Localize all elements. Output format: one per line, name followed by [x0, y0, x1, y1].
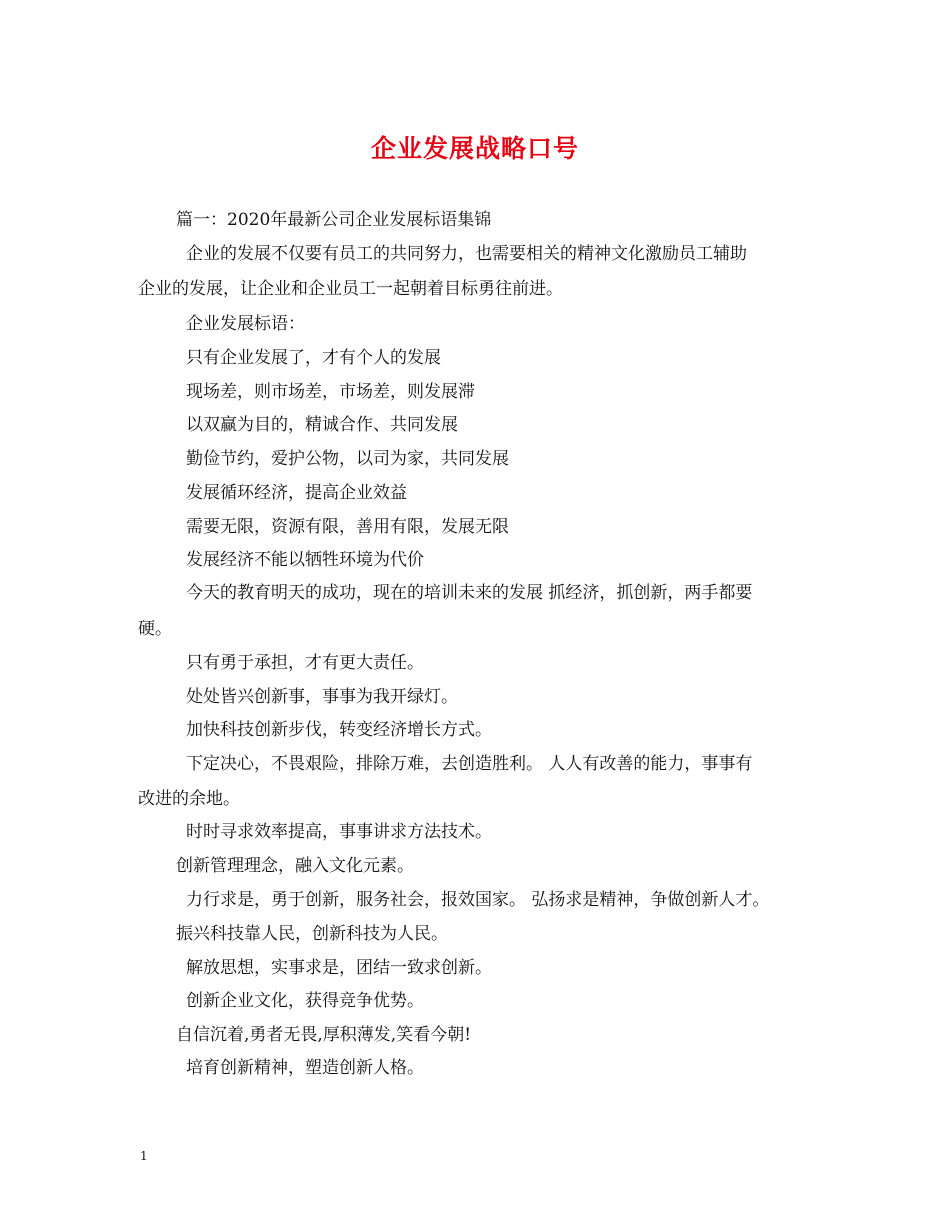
slogan-line: 以双赢为目的，精诚合作、共同发展	[186, 415, 458, 435]
slogan-line: 发展经济不能以牺牲环境为代价	[186, 550, 424, 570]
slogan-line: 发展循环经济，提高企业效益	[186, 483, 407, 503]
slogan-line: 下定决心，不畏艰险，排除万难，去创造胜利。 人人有改善的能力，事事有	[186, 754, 753, 774]
paragraph-line: 企业的发展，让企业和企业员工一起朝着目标勇往前进。	[138, 279, 563, 299]
slogan-line: 硬。	[138, 619, 172, 639]
section-heading: 篇一：2020年最新公司企业发展标语集锦	[176, 210, 492, 230]
slogan-line: 解放思想，实事求是，团结一致求创新。	[186, 958, 492, 978]
slogan-line: 勤俭节约，爱护公物，以司为家，共同发展	[186, 449, 509, 469]
slogan-line: 现场差，则市场差，市场差，则发展滞	[186, 382, 475, 402]
slogan-line: 时时寻求效率提高，事事讲求方法技术。	[186, 822, 492, 842]
slogan-line: 加快科技创新步伐，转变经济增长方式。	[186, 720, 492, 740]
slogan-line: 只有企业发展了，才有个人的发展	[186, 348, 441, 368]
slogan-line: 处处皆兴创新事，事事为我开绿灯。	[186, 687, 458, 707]
slogan-line: 改进的余地。	[138, 789, 240, 809]
slogan-line: 只有勇于承担，才有更大责任。	[186, 653, 424, 673]
slogan-heading: 企业发展标语：	[186, 314, 305, 334]
paragraph-line: 企业的发展不仅要有员工的共同努力，也需要相关的精神文化激励员工辅助	[186, 244, 747, 264]
slogan-line: 力行求是，勇于创新，服务社会，报效国家。 弘扬求是精神，争做创新人才。	[186, 890, 770, 910]
slogan-line: 今天的教育明天的成功，现在的培训未来的发展 抓经济，抓创新，两手都要	[186, 583, 753, 603]
slogan-line: 创新管理理念，融入文化元素。	[176, 856, 414, 876]
slogan-line: 自信沉着,勇者无畏,厚积薄发,笑看今朝!	[176, 1025, 472, 1045]
slogan-line: 创新企业文化，获得竞争优势。	[186, 991, 424, 1011]
slogan-line: 培育创新精神，塑造创新人格。	[186, 1058, 424, 1078]
slogan-line: 需要无限，资源有限，善用有限，发展无限	[186, 517, 509, 537]
page-number: 1	[140, 1149, 148, 1163]
document-title: 企业发展战略口号	[370, 134, 579, 163]
slogan-line: 振兴科技靠人民，创新科技为人民。	[176, 924, 448, 944]
